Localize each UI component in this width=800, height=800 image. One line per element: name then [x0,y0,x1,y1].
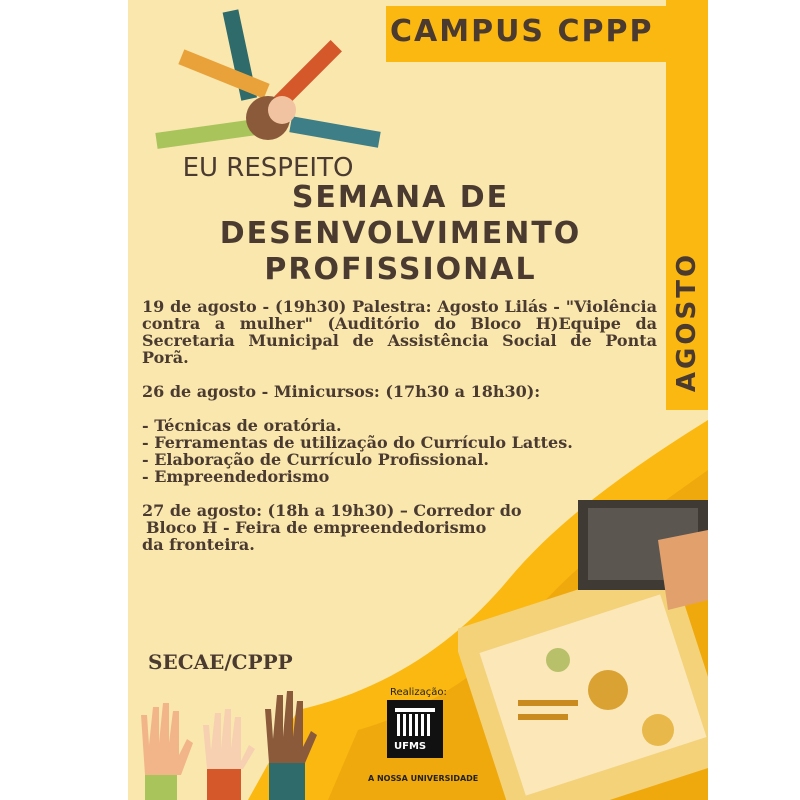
event-2-item: - Ferramentas de utilização do Currículo Lattes. [142,433,573,452]
event-2-heading: 26 de agosto - Minicursos: (17h30 a 18h30): [142,382,541,401]
event-3-line-3: da fronteira. [142,535,255,554]
event-2-item: - Técnicas de oratória. [142,416,342,435]
title-line-1: SEMANA DE DESENVOLVIMENTO [219,180,582,251]
documents-photo [458,500,708,800]
page-title [128,180,673,288]
ufms-building-icon [387,700,443,740]
organizer-label: SECAE/CPPP [148,650,293,674]
eu-respeito-logo [150,6,390,186]
realizacao-label: Realização: [390,687,447,698]
raised-hands-illustration [133,685,333,800]
event-2-item: - Empreendedorismo [142,467,330,486]
title-line-2: PROFISSIONAL [264,252,537,287]
event-3-line-1: 27 de agosto: (18h a 19h30) – Corredor do [142,501,522,520]
ufms-tagline: A NOSSA UNIVERSIDADE [368,774,479,783]
event-1: 19 de agosto - (19h30) Palestra: Agosto Lilás - "Violência contra a mulher" (Auditório do Bloco H)Equipe da Secretaria Municipal de Assistência Social de Ponta Porã. [142,297,657,367]
event-poster [128,0,708,800]
month-vertical-label: AGOSTO [672,251,702,393]
logo-text: EU RESPEITO [182,153,354,183]
event-2-item: - Elaboração de Currículo Profissional. [142,450,489,469]
ufms-name: UFMS [394,741,427,752]
event-3-line-2: Bloco H - Feira de empreendedorismo [146,518,487,537]
campus-label: CAMPUS CPPP [390,14,654,49]
